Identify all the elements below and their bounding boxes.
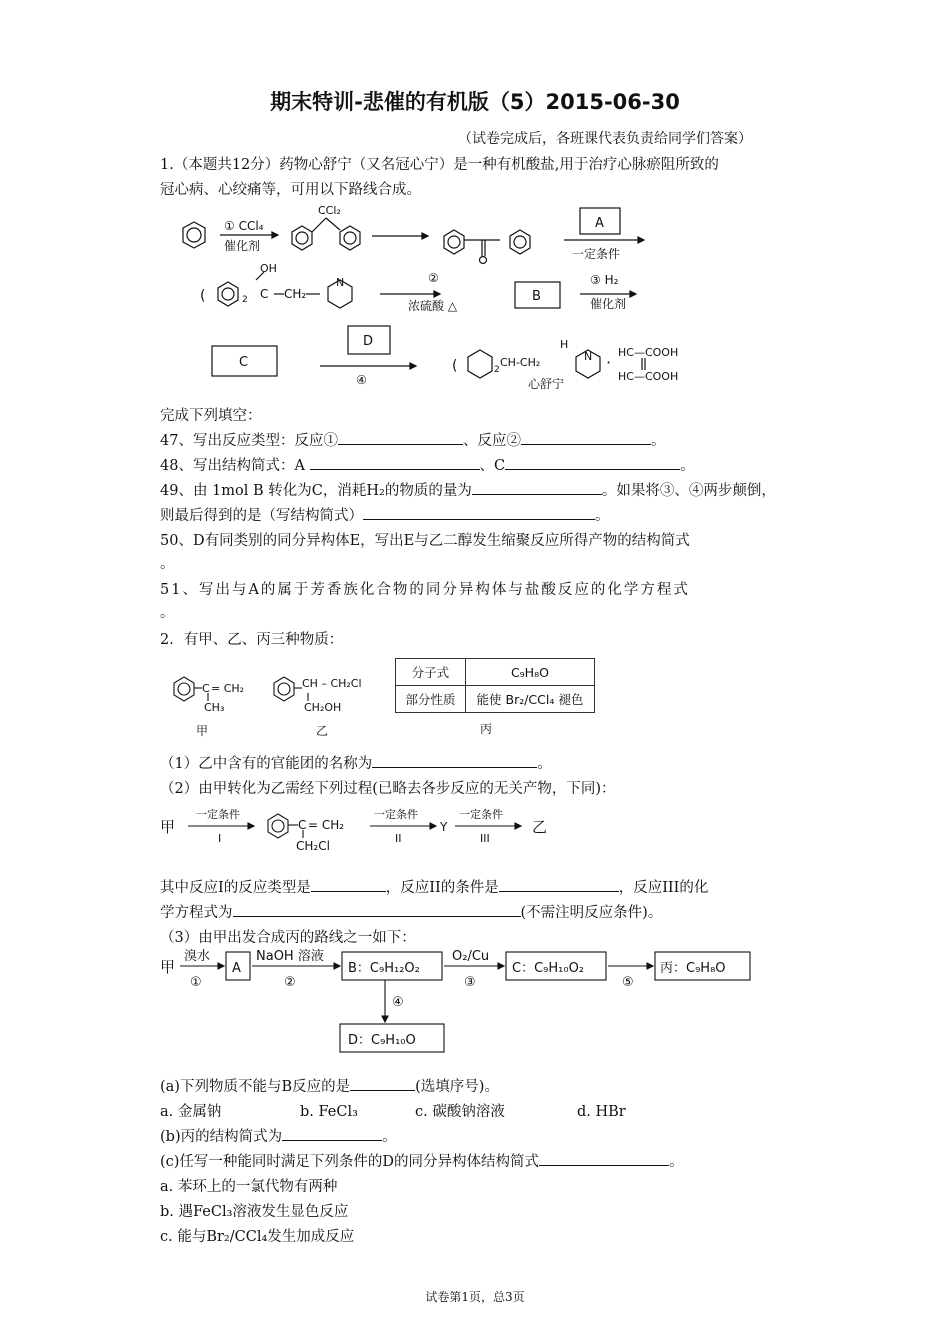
route-step-3: III: [480, 832, 490, 845]
benzene-ring-6: [218, 282, 238, 306]
route3-a: A: [232, 961, 241, 976]
page-title: 期末特训-悲催的有机版（5）2015-06-30: [270, 90, 680, 114]
route-step-2: II: [395, 832, 402, 845]
r4-number: ④: [356, 373, 367, 387]
q2-p1: （1）乙中含有的官能团的名称为 。: [160, 752, 552, 773]
yi-benzene: [274, 677, 294, 701]
route3-n3: ③: [464, 975, 476, 990]
route3-start: 甲: [160, 958, 176, 976]
q2-pa: (a)下列物质不能与B反应的是 (选填序号)。: [160, 1075, 499, 1096]
table-cell: 部分性质: [396, 686, 466, 713]
route3-n1: ①: [190, 975, 202, 990]
benzene-ring-2: [292, 226, 312, 250]
route-y: Y: [440, 820, 448, 834]
cond-a: a. 苯环上的一氯代物有两种: [160, 1179, 338, 1195]
benzene-ring-1: [183, 222, 205, 248]
table-cell: 分子式: [396, 659, 466, 686]
option-a: a. 金属钠: [160, 1104, 222, 1120]
option-c: c. 碳酸钠溶液: [415, 1104, 505, 1120]
box-a-label: A: [595, 216, 604, 231]
route3-s1: 溴水: [184, 949, 211, 964]
r1-condition: 催化剂: [224, 239, 261, 253]
pc-blank[interactable]: [539, 1151, 669, 1166]
route3-s3: O₂/Cu: [452, 949, 490, 964]
pa-blank[interactable]: [350, 1076, 415, 1091]
route3-n2: ②: [284, 975, 296, 990]
benzene-ring-4: [444, 230, 464, 254]
ccl2-label: CCl₂: [318, 204, 341, 217]
paren-open-1: (: [200, 288, 206, 304]
q1-intro-line2: 冠心病、心绞痛等，可用以下路线合成。: [160, 182, 421, 198]
route-cond-2: 一定条件: [374, 808, 418, 821]
q51-end: 。: [160, 605, 175, 621]
jia-benzene: [174, 677, 194, 701]
route3-bing: 丙：C₉H₈O: [660, 961, 726, 976]
oh-label: OH: [260, 262, 277, 275]
mid-c: C: [298, 818, 307, 832]
p2-blank-1[interactable]: [311, 877, 386, 892]
a-condition: 一定条件: [572, 247, 621, 261]
q47-blank-2[interactable]: [521, 430, 651, 445]
h-label: H: [560, 338, 569, 351]
q2-pb: (b)丙的结构简式为 。: [160, 1125, 397, 1146]
mid-benzene: [268, 814, 288, 838]
acid-top: HC—COOH: [618, 346, 679, 359]
yi-oh: CH₂OH: [304, 701, 342, 714]
box-d-label: D: [363, 334, 374, 349]
jia-ch2: = CH₂: [211, 682, 245, 695]
page-footer: 试卷第1页，总3页: [425, 1290, 525, 1304]
cyclohexane-ring: [468, 350, 492, 378]
p2-blank-3[interactable]: [233, 902, 521, 917]
route-step-1: I: [218, 832, 222, 845]
r1-reagent: ① CCl₄: [224, 219, 264, 233]
q48-blank-2[interactable]: [505, 455, 680, 470]
table-cell: C₉H₈O: [465, 659, 594, 686]
jia-to-bing-route: [160, 946, 760, 1056]
r3-condition: 催化剂: [590, 297, 627, 311]
option-d: d. HBr: [577, 1104, 626, 1120]
q2-intro: 2．有甲、乙、丙三种物质：: [160, 632, 344, 648]
yi-chain: CH – CH₂Cl: [302, 677, 362, 690]
q51: 51、写出与A的属于芳香族化合物的同分异构体与盐酸反应的化学方程式: [160, 582, 690, 598]
jia-to-yi-route: [160, 800, 560, 860]
sub2-2: 2: [494, 365, 500, 375]
dot-label: ·: [606, 353, 612, 372]
q48: 48、写出结构简式：A 、C 。: [160, 454, 695, 475]
q1-synthesis-scheme: [160, 200, 720, 400]
route-cond-1: 一定条件: [196, 808, 240, 821]
box-b-label: B: [532, 289, 541, 304]
q49-blank-1[interactable]: [472, 480, 602, 495]
label-bing: 丙: [480, 722, 493, 736]
cond-b: b. 遇FeCl₃溶液发生显色反应: [160, 1204, 349, 1220]
q47: 47、写出反应类型：反应① 、反应② 。: [160, 429, 665, 450]
q48-blank-1[interactable]: [310, 455, 480, 470]
p2-blank-2[interactable]: [499, 877, 619, 892]
q50: 50、D有同类别的同分异构体E，写出E与乙二醇发生缩聚反应所得产物的结构简式: [160, 533, 690, 549]
q49-line2: 则最后得到的是（写结构简式） 。: [160, 504, 610, 525]
ch2-label: CH₂: [284, 287, 307, 301]
route3-d: D：C₉H₁₀O: [348, 1033, 416, 1048]
q2-p2-line1: 其中反应I的反应类型是 ，反应II的条件是 ，反应III的化: [160, 876, 708, 897]
label-jia: 甲: [196, 724, 209, 738]
route-end: 乙: [532, 818, 548, 836]
table-cell: 能使 Br₂/CCl₄ 褪色: [465, 686, 594, 713]
c-label: C: [260, 287, 269, 301]
option-b: b. FeCl₃: [300, 1104, 358, 1120]
acid-bottom: HC—COOH: [618, 370, 679, 383]
q47-blank-1[interactable]: [338, 430, 463, 445]
n-label-piperidine: N: [584, 350, 593, 363]
jia-ch3: CH₃: [204, 701, 225, 714]
q2-options: [160, 1100, 626, 1121]
jia-c: C: [202, 682, 210, 695]
mid-ch2: = CH₂: [308, 818, 345, 832]
p1-blank[interactable]: [372, 753, 537, 768]
paren-open-2: (: [452, 358, 458, 374]
r2-number: ②: [428, 271, 439, 285]
r3-reagent: ③ H₂: [590, 273, 619, 287]
mid-ch2cl: CH₂Cl: [296, 839, 330, 853]
route-cond-3: 一定条件: [459, 808, 503, 821]
benzene-ring-3: [340, 226, 360, 250]
chain-label: CH-CH₂: [500, 356, 541, 369]
benzene-ring-5: [510, 230, 530, 254]
answer-note: （试卷完成后，各班课代表负责给同学们答案）: [458, 131, 752, 147]
route-start: 甲: [160, 818, 176, 836]
q2-pc: (c)任写一种能同时满足下列条件的D的同分异构体结构简式 。: [160, 1150, 684, 1171]
q1-intro-line1: 1.（本题共12分）药物心舒宁（又名冠心宁）是一种有机酸盐,用于治疗心脉瘀阻所致的: [160, 157, 719, 173]
q50-end: 。: [160, 556, 175, 572]
bing-property-table: [395, 658, 595, 713]
label-yi: 乙: [316, 724, 329, 738]
route3-c: C：C₉H₁₀O₂: [512, 961, 585, 976]
q49-line1: 49、由 1mol B 转化为C，消耗H₂的物质的量为 。如果将③、④两步颠倒，: [160, 479, 776, 500]
table-row: [396, 659, 595, 686]
route3-b: B：C₉H₁₂O₂: [348, 961, 420, 976]
q49-blank-2[interactable]: [363, 505, 595, 520]
n-label-pyridine: N: [336, 276, 345, 289]
table-row: [396, 686, 595, 713]
route3-n5: ⑤: [622, 975, 634, 990]
route3-n4: ④: [392, 995, 404, 1010]
q2-p2-line2: 学方程式为 (不需注明反应条件)。: [160, 901, 662, 922]
pb-blank[interactable]: [282, 1126, 382, 1141]
r2-condition: 浓硫酸 △: [408, 299, 458, 313]
product-name: 心舒宁: [528, 377, 565, 391]
cond-c: c. 能与Br₂/CCl₄发生加成反应: [160, 1229, 355, 1245]
box-c-label: C: [239, 355, 249, 370]
q2-structures: [160, 655, 400, 740]
fill-intro: 完成下列填空：: [160, 408, 262, 424]
sub2-1: 2: [242, 295, 248, 305]
q2-p2: （2）由甲转化为乙需经下列过程(已略去各步反应的无关产物，下同)：: [160, 781, 616, 797]
route3-s2: NaOH 溶液: [256, 949, 324, 964]
q2-p3: （3）由甲出发合成丙的路线之一如下：: [160, 930, 416, 946]
